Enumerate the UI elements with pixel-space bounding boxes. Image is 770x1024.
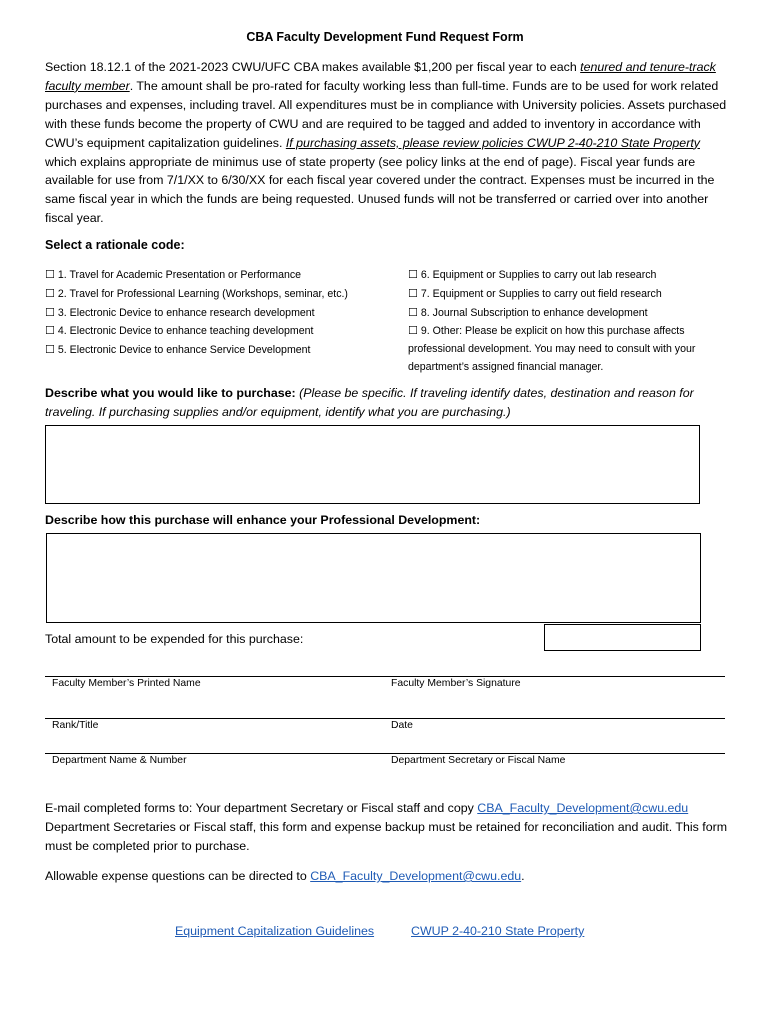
checkbox-icon[interactable]: ☐ — [45, 305, 55, 319]
equipment-guidelines-link[interactable]: Equipment Capitalization Guidelines — [175, 924, 375, 938]
development-description-field[interactable] — [46, 533, 701, 623]
rationale-option-8[interactable] — [408, 304, 728, 323]
rationale-option-label: 6. Equipment or Supplies to carry out lab research — [420, 269, 657, 281]
checkbox-icon[interactable]: ☐ — [408, 268, 418, 281]
rationale-option-7[interactable] — [408, 285, 728, 304]
rationale-option-label: 3. Electronic Device to enhance research development — [57, 306, 315, 319]
intro-text-1: Section 18.12.1 of the 2021-2023 CWU/UFC CBA makes available $1,200 per fiscal year to each — [45, 60, 581, 74]
purchase-label — [45, 384, 735, 421]
department-label: Department Name & Number — [52, 755, 187, 766]
state-property-link-wrap — [411, 924, 584, 938]
rationale-option-label: 8. Journal Subscription to enhance development — [420, 306, 648, 319]
rationale-option-label: 9. Other: Please be explicit on how this purchase affects professional development. You may need to consult with your department’s assigned financial manager. — [408, 325, 696, 373]
purchase-description-field[interactable] — [45, 425, 700, 504]
rationale-option-label: 5. Electronic Device to enhance Service Development — [57, 344, 311, 357]
secretary-label: Department Secretary or Fiscal Name — [391, 755, 566, 766]
rationale-right-column — [408, 266, 728, 377]
questions-email-link[interactable]: CBA_Faculty_Development@cwu.edu — [310, 869, 522, 883]
date-label: Date — [391, 720, 413, 731]
questions-text: Allowable expense questions can be directed to — [45, 869, 311, 883]
rationale-left-column — [45, 266, 365, 360]
rationale-option-label: 1. Travel for Academic Presentation or Performance — [57, 269, 302, 281]
rationale-option-1[interactable] — [45, 266, 365, 285]
purchase-label-bold: Describe what you would like to purchase: — [45, 386, 296, 400]
rationale-label: Select a rationale code: — [45, 238, 185, 252]
rationale-option-4[interactable] — [45, 322, 365, 341]
rationale-option-2[interactable] — [45, 285, 365, 304]
intro-underlined-1: tenured and tenure-track faculty member — [45, 60, 716, 93]
equipment-guidelines-link-wrap — [175, 924, 374, 938]
rationale-option-5[interactable] — [45, 341, 365, 360]
total-amount-label: Total amount to be expended for this purchase: — [45, 632, 304, 646]
email-link[interactable]: CBA_Faculty_Development@cwu.edu — [477, 801, 689, 815]
signature-line — [45, 753, 725, 754]
rationale-option-label: 4. Electronic Device to enhance teaching development — [57, 325, 314, 338]
rationale-option-label: 2. Travel for Professional Learning (Workshops, seminar, etc.) — [57, 287, 348, 300]
development-label: Describe how this purchase will enhance your Professional Development: — [45, 513, 481, 527]
purchase-hint: (Please be specific. If traveling identify dates, destination and reason for traveling. If purchasing supplies and/or equipment, identify what you are purchasing.) — [45, 386, 694, 419]
rank-title-label: Rank/Title — [52, 720, 99, 731]
checkbox-icon[interactable]: ☐ — [45, 324, 55, 338]
email-text: E-mail completed forms to: Your department Secretary or Fiscal staff and copy — [45, 801, 478, 815]
retain-text: Department Secretaries or Fiscal staff, this form and expense backup must be retained for reconciliation and audit. This form must be completed prior to purchase. — [45, 819, 728, 853]
checkbox-icon[interactable]: ☐ — [408, 324, 418, 338]
rationale-option-6[interactable] — [408, 266, 728, 285]
signature-label: Faculty Member’s Signature — [391, 678, 521, 689]
email-instructions — [45, 799, 735, 856]
checkbox-icon[interactable]: ☐ — [408, 286, 418, 300]
signature-line — [45, 718, 725, 719]
checkbox-icon[interactable]: ☐ — [45, 343, 55, 357]
questions-end: . — [521, 869, 525, 883]
checkbox-icon[interactable]: ☐ — [45, 286, 55, 300]
intro-text-3: which explains appropriate de minimus use of state property (see policy links at the end of page). Fiscal year funds are available for use from 7/1/XX to 6/30/XX for each fiscal year covered under the contract. Expenses must be incurred in the same fiscal year in which the funds are being requested. Unused funds will not be transferred or carried over into another fiscal year. — [45, 154, 715, 226]
rationale-option-3[interactable] — [45, 304, 365, 323]
checkbox-icon[interactable]: ☐ — [45, 268, 55, 281]
page-title: CBA Faculty Development Fund Request Form — [246, 30, 524, 44]
rationale-option-label: 7. Equipment or Supplies to carry out field research — [420, 287, 662, 300]
rationale-option-9[interactable] — [408, 322, 728, 376]
intro-text-2: . The amount shall be pro-rated for faculty working less than full-time. Funds are to be used for work related purchases and expenses, including travel. All expenditures must be in compliance with University policies. Assets purchased with these funds become the property of CWU and are required to be tagged and added to inventory in accordance with CWU’s equipment capitalization guidelines. — [45, 78, 727, 150]
state-property-link[interactable]: CWUP 2-40-210 State Property — [411, 924, 585, 938]
total-amount-field[interactable] — [544, 624, 701, 651]
intro-paragraph — [45, 58, 735, 228]
printed-name-label: Faculty Member’s Printed Name — [52, 678, 201, 689]
intro-underlined-2: If purchasing assets, please review policies CWUP 2-40-210 State Property — [285, 135, 700, 150]
signature-line — [45, 676, 725, 677]
questions-line — [45, 867, 735, 886]
checkbox-icon[interactable]: ☐ — [408, 305, 418, 319]
